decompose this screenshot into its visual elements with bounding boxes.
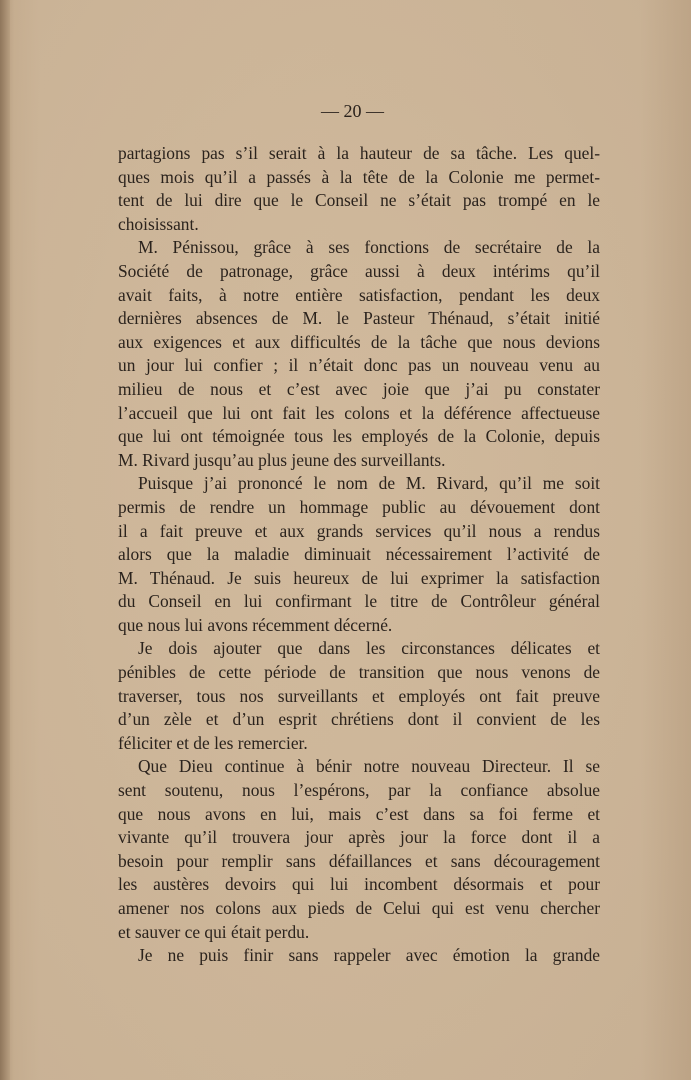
text-line: Que Dieu continue à bénir notre nouveau Directeur. Il se	[138, 756, 600, 777]
text-line: milieu de nous et c’est avec joie que j’ai pu constater	[118, 378, 600, 399]
text-line: permis de rendre un hommage public au dévouement dont	[118, 496, 600, 517]
text-line: aux exigences et aux difficultés de la tâche que nous devions	[118, 331, 600, 352]
text-line: tent de lui dire que le Conseil ne s’était pas trompé en le	[118, 190, 600, 211]
text-line: sent soutenu, nous l’espérons, par la confiance absolue	[118, 780, 600, 801]
text-line: ques mois qu’il a passés à la tête de la Colonie me permet-	[118, 166, 600, 187]
text-line: les austères devoirs qui lui incombent désormais et pour	[118, 874, 600, 895]
text-line: Société de patronage, grâce aussi à deux intérims qu’il	[118, 260, 600, 281]
text-line: choisissant.	[118, 213, 199, 234]
text-line: M. Rivard jusqu’au plus jeune des surveillants.	[118, 449, 446, 470]
text-line: il a fait preuve et aux grands services qu’il nous a rendus	[118, 520, 600, 541]
text-line: dernières absences de M. le Pasteur Thénaud, s’était initié	[118, 308, 600, 329]
text-line: Puisque j’ai prononcé le nom de M. Rivard, qu’il me soit	[138, 473, 600, 494]
text-line: besoin pour remplir sans défaillances et sans découragement	[118, 850, 600, 871]
text-line: amener nos colons aux pieds de Celui qui est venu chercher	[118, 898, 600, 918]
page-number: — 20 —	[321, 101, 384, 121]
text-line: d’un zèle et d’un esprit chrétiens dont il convient de les	[118, 709, 600, 730]
text-line: pénibles de cette période de transition que nous venons de	[118, 662, 600, 683]
text-line: féliciter et de les remercier.	[118, 732, 308, 753]
text-line: traverser, tous nos surveillants et employés ont fait preuve	[118, 685, 600, 706]
text-line: que lui ont témoignée tous les employés de la Colonie, depuis	[118, 426, 600, 447]
text-line: que nous lui avons récemment décerné.	[118, 614, 393, 635]
text-line: vivante qu’il trouvera jour après jour la force dont il a	[118, 827, 600, 848]
text-line: que nous avons en lui, mais c’est dans sa foi ferme et	[118, 803, 600, 824]
page-binding-edge	[0, 0, 10, 1080]
text-line: avait faits, à notre entière satisfaction, pendant les deux	[118, 284, 600, 305]
body-text	[118, 142, 600, 968]
text-line: Je ne puis finir sans rappeler avec émotion la grande	[138, 945, 600, 966]
text-line: un jour lui confier ; il n’était donc pas un nouveau venu au	[118, 355, 600, 376]
text-line: et sauver ce qui était perdu.	[118, 921, 310, 942]
text-line: M. Pénissou, grâce à ses fonctions de secrétaire de la	[138, 237, 600, 258]
text-line: l’accueil que lui ont fait les colons et la déférence affectueuse	[118, 402, 600, 423]
text-line: alors que la maladie diminuait nécessairement l’activité de	[118, 544, 600, 565]
text-line: du Conseil en lui confirmant le titre de Contrôleur général	[118, 591, 600, 612]
text-line: M. Thénaud. Je suis heureux de lui exprimer la satisfaction	[118, 567, 600, 588]
text-line: partagions pas s’il serait à la hauteur de sa tâche. Les quel-	[118, 143, 600, 163]
text-line: Je dois ajouter que dans les circonstances délicates et	[138, 638, 600, 659]
